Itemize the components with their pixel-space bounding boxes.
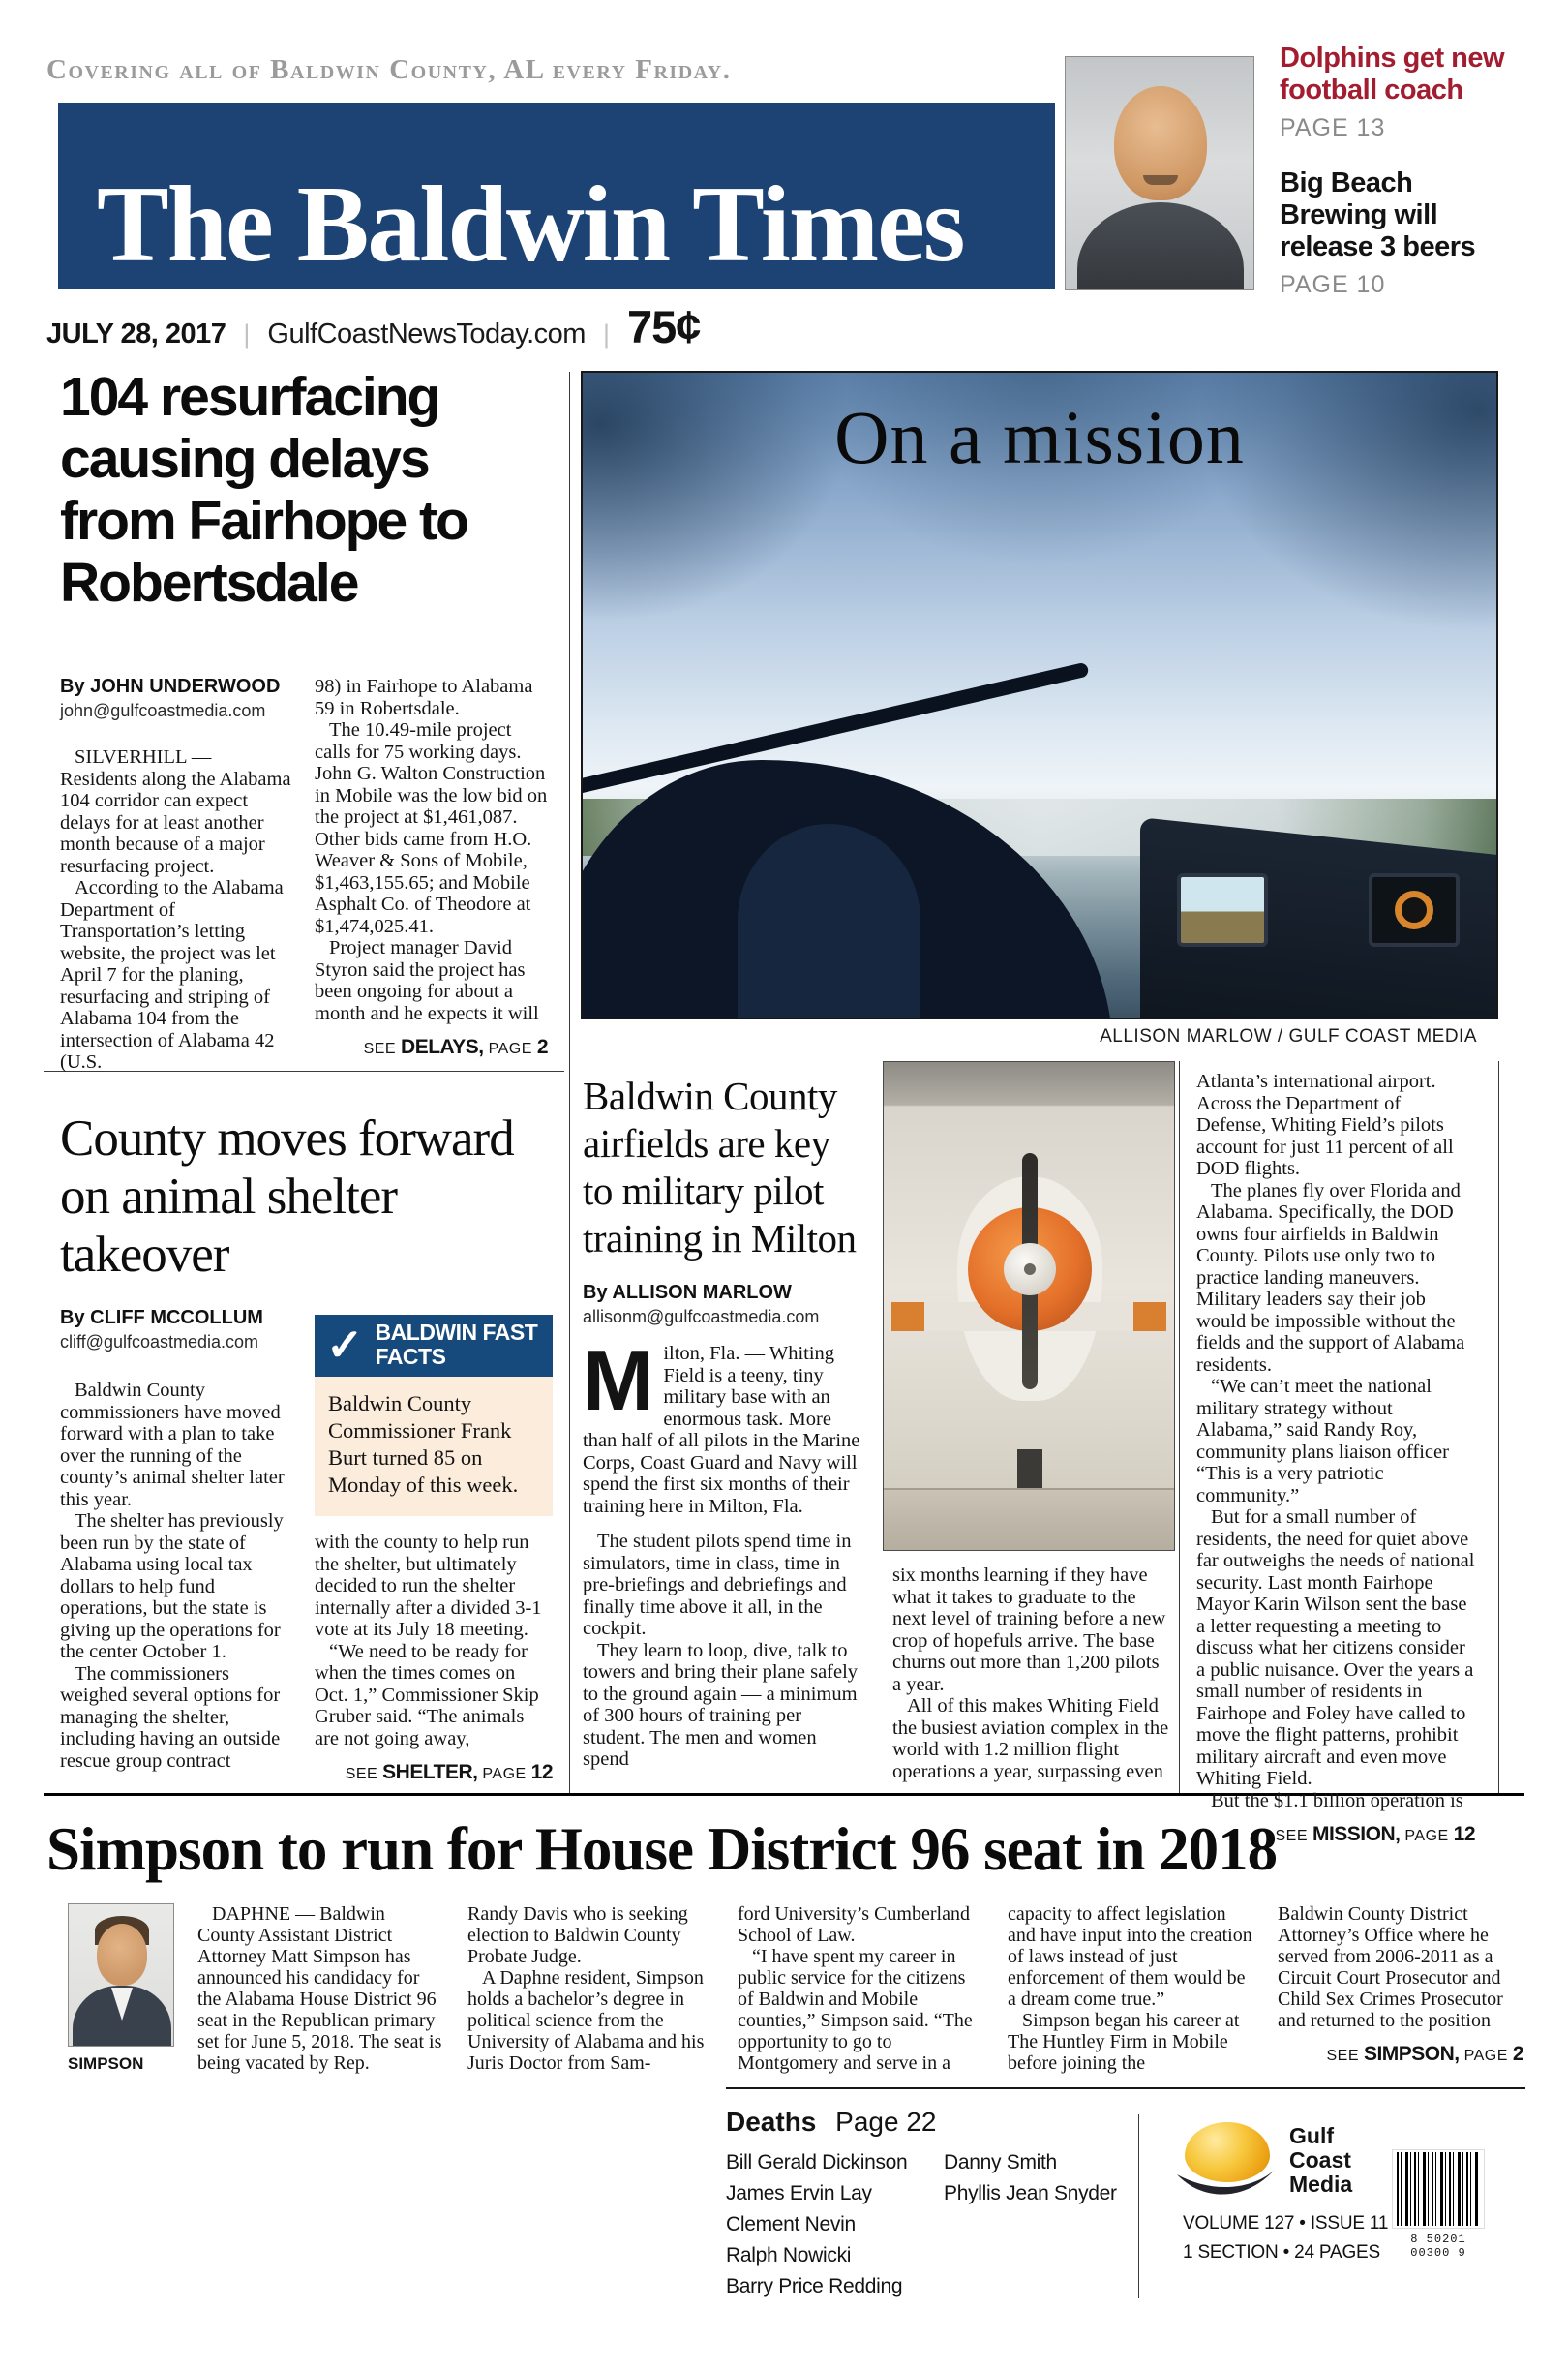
jump-slug: SIMPSON, <box>1363 2043 1460 2065</box>
airfields-paragraphs-1 <box>583 1531 865 1771</box>
airfields-byline: By ALLISON MARLOW <box>583 1282 792 1303</box>
delays-byline-email: john@gulfcoastmedia.com <box>60 701 266 720</box>
gauge-display-shape <box>1369 873 1460 947</box>
deaths-page-ref: Page 22 <box>835 2107 937 2137</box>
death-name: Clement Nevin <box>726 2213 856 2235</box>
promo-list <box>1280 43 1525 324</box>
jump-page: PAGE <box>477 1766 531 1782</box>
newspaper-title: The Baldwin Times <box>97 165 964 285</box>
shelter-jump-line <box>315 1761 553 1784</box>
shelter-byline: By CLIFF MCCOLLUM <box>60 1307 263 1328</box>
paragraph: capacity to affect legislation and have input into the creation of laws instead of just enforcement of them would be a dream come true.” <box>1008 1903 1252 2010</box>
fast-facts-box <box>315 1315 553 1516</box>
paragraph: “We need to be ready for when the times comes on Oct. 1,” Commissioner Skip Gruber said. “The animals are not going away, <box>315 1640 539 1749</box>
headline-simpson: Simpson to run for House District 96 seat in 2018 <box>46 1815 1278 1883</box>
dateline-separator: | <box>243 319 251 349</box>
shelter-col-2 <box>315 1315 553 1784</box>
jump-page: PAGE <box>1459 2048 1513 2064</box>
jump-see: SEE <box>363 1041 402 1057</box>
issue-date: JULY 28, 2017 <box>46 319 226 349</box>
paragraph: with the county to help run the shelter, but ultimately decided to run the shelter internally after a divided 3-1 vote at its July 18 meeting. <box>315 1532 542 1640</box>
fast-facts-header <box>315 1315 553 1377</box>
gauge-ring-shape <box>1395 891 1433 929</box>
column-rule-right <box>1498 1061 1499 1793</box>
paragraph: Baldwin County commissioners have moved forward with a plan to take over the running of the county’s animal shelter later this year. <box>60 1380 285 1510</box>
airfields-paragraphs-3 <box>1196 1071 1475 1811</box>
section-pages: 1 SECTION • 24 PAGES <box>1183 2242 1380 2263</box>
jump-num: 12 <box>530 1761 553 1783</box>
fast-facts-label: BALDWIN FAST FACTS <box>375 1320 538 1369</box>
airfields-paragraphs-2 <box>892 1565 1169 1782</box>
paragraph: “I have spent my career in public service for the citizens of Baldwin and Mobile counties,” Simpson said. “The opportunity to go to Montgomery and serve in a <box>738 1946 973 2074</box>
deaths-names-col-1 <box>726 2151 924 2306</box>
logo-swoosh-icon <box>1173 2169 1278 2203</box>
promo-brewing-page: PAGE 10 <box>1280 271 1386 298</box>
jump-page: PAGE <box>1400 1828 1454 1844</box>
gulf-coast-media-brand <box>1289 2124 1352 2197</box>
delays-col-1 <box>60 676 293 1074</box>
delays-columns <box>60 676 549 1074</box>
column-rule-left <box>569 372 570 1793</box>
simpson-col-3 <box>738 1903 983 2074</box>
airfields-lead-paragraph <box>583 1332 865 1517</box>
delays-byline: By JOHN UNDERWOOD <box>60 676 281 697</box>
paragraph: But for a small number of residents, the need for quiet above far outweighs the needs of national security. Last month Fairhope Mayor Karin Wilson sent the base a letter requesting a meeting to discuss what her citizens consider a public nuisance. Over the years a small number of residents in Fairhope and Foley have called to move the flight patterns, prohibit military aircraft and even move Whiting Field. <box>1196 1506 1475 1789</box>
coach-mustache-shape <box>1143 175 1178 185</box>
airfields-byline-email: allisonm@gulfcoastmedia.com <box>583 1307 820 1326</box>
rule-above-deaths <box>726 2087 1525 2089</box>
coach-photo <box>1065 56 1254 290</box>
jump-num: 2 <box>1512 2043 1523 2065</box>
deaths-header <box>726 2107 936 2138</box>
shelter-byline-email: cliff@gulfcoastmedia.com <box>60 1332 259 1352</box>
paragraph: Simpson began his career at The Huntley Firm in Mobile before joining the <box>1008 2010 1240 2074</box>
deaths-footer-divider <box>1138 2114 1139 2298</box>
paragraph: Project manager David Styron said the project has been ongoing for about a month and he expects it will <box>315 937 539 1024</box>
paragraph: The commissioners weighed several options for managing the shelter, including having an outside rescue group contract <box>60 1662 281 1772</box>
deaths-list <box>726 2151 1132 2306</box>
delays-jump-line <box>315 1036 548 1059</box>
brand-line: Coast <box>1289 2147 1351 2172</box>
simpson-columns <box>197 1903 1525 2074</box>
simpson-photo <box>68 1903 174 2047</box>
dateline <box>46 300 1508 353</box>
brand-line: Gulf <box>1289 2123 1334 2148</box>
paragraph: All of this makes Whiting Field the busiest aviation complex in the world with 1.2 million flight operations a year, surpassing even <box>892 1695 1169 1782</box>
paragraph: SILVERHILL — Residents along the Alabama 104 corridor can expect delays for at least another month because of a major resurfacing project. <box>60 746 291 877</box>
paragraph: According to the Alabama Department of Transportation’s letting website, the project was let April 7 for the planing, resurfacing and striping of Alabama 104 from the intersection of Alabama 42 (U.S. <box>60 877 284 1073</box>
shelter-col-1 <box>60 1307 293 1772</box>
paragraph: The student pilots spend time in simulators, time in class, time in pre-briefings and debriefings and finally time above it all, in the cockpit. <box>583 1531 852 1639</box>
brand-line: Media <box>1289 2172 1353 2197</box>
paragraph: The 10.49-mile project calls for 75 working days. John G. Walton Construction in Mobile was the low bid on the project at $1,461,087. Other bids came from H.O. Weaver & Sons of Mobile, $1,463,155.65; and Mobile Asphalt Co. of Theodore at $1,474,025.41. <box>315 719 548 937</box>
price: 75¢ <box>626 301 701 352</box>
jump-see: SEE <box>345 1766 383 1782</box>
pilot-seat-shape <box>738 824 920 1018</box>
delays-paragraphs-1 <box>60 746 293 1074</box>
simpson-col-1 <box>197 1903 443 2074</box>
paragraph: They learn to loop, dive, talk to towers and bring their plane safely to the ground again — a minimum of 300 hours of training per student. The men and women spend <box>583 1639 859 1770</box>
simpson-col-2 <box>467 1903 713 2074</box>
shelter-paragraphs-2 <box>315 1532 553 1749</box>
masthead-bar <box>58 103 1055 289</box>
promo-brewing: Big Beach Brewing will release 3 beers <box>1280 167 1476 262</box>
website-url: GulfCoastNewsToday.com <box>267 319 586 349</box>
death-name: Phyllis Jean Snyder <box>944 2182 1117 2204</box>
paragraph: DAPHNE — Baldwin County Assistant District Attorney Matt Simpson has announced his candidacy for the Alabama House District 96 seat in the Republican primary set for June 5, 2018. The seat is being vacated by Rep. <box>197 1903 442 2074</box>
paragraph: “We can’t meet the national military strategy without Alabama,” said Randy Roy, community plans liaison officer “This is a very patriotic community.” <box>1196 1376 1449 1506</box>
jump-see: SEE <box>1326 2048 1364 2064</box>
jump-page: PAGE <box>483 1041 537 1057</box>
paragraph: ford University’s Cumberland School of Law. <box>738 1903 970 1946</box>
simpson-head-shape <box>97 1924 147 1986</box>
attitude-display-shape <box>1177 873 1268 947</box>
tagline: Covering all of Baldwin County, AL every Friday. <box>46 54 732 85</box>
jump-num: 2 <box>536 1036 548 1058</box>
jump-num: 12 <box>1453 1823 1475 1845</box>
drop-cap: M <box>583 1332 654 1428</box>
paragraph: The planes fly over Florida and Alabama. Specifically, the DOD owns four airfields in Baldwin County. Pilots use only two to practice landing maneuvers. Military leaders say their job would be impossible without the fields and the support of Alabama residents. <box>1196 1179 1465 1376</box>
simpson-photo-caption: SIMPSON <box>68 2054 144 2073</box>
promo-dolphins: Dolphins get new football coach <box>1280 43 1505 106</box>
death-name: Barry Price Redding <box>726 2275 903 2297</box>
deaths-label: Deaths <box>726 2107 817 2137</box>
volume-issue: VOLUME 127 • ISSUE 11 <box>1183 2213 1389 2233</box>
airfields-col-3 <box>1196 1071 1475 1846</box>
simpson-col-5-paragraphs <box>1278 1903 1523 2031</box>
headline-shelter: County moves forward on animal shelter takeover <box>60 1110 514 1283</box>
spinner-shape <box>1004 1243 1056 1295</box>
paragraph: The shelter has previously been run by the state of Alabama using local tax dollars to help fund operations, but the state is giving up the operations for the center October 1. <box>60 1510 284 1662</box>
paragraph: But the $1.1 billion operation is <box>1211 1789 1463 1811</box>
paragraph: 98) in Fairhope to Alabama 59 in Robertsdale. <box>315 676 533 719</box>
simpson-jump-line <box>1278 2043 1523 2066</box>
coach-shoulders-shape <box>1077 202 1244 290</box>
shelter-paragraphs-1 <box>60 1380 293 1772</box>
barcode-digits: 8 50201 00300 9 <box>1410 2233 1466 2260</box>
fast-facts-text: Baldwin County Commissioner Frank Burt turned 85 on Monday of this week. <box>315 1377 553 1516</box>
headline-delays: 104 resurfacing causing delays from Fairhope to Robertsdale <box>60 366 467 614</box>
photo-feature-title: On a mission <box>834 395 1245 479</box>
paragraph: Baldwin County District Attorney’s Office where he served from 2006-2011 as a Circuit Court Prosecutor and Child Sex Crimes Prosecutor and returned to the position <box>1278 1903 1503 2031</box>
paragraph: A Daphne resident, Simpson holds a bachelor’s degree in political science from the University of Alabama and his Juris Doctor from Sam- <box>467 1967 705 2074</box>
paragraph: six months learning if they have what it takes to graduate to the next level of training before a new crop of hopefuls arrive. The base churns out more than 1,200 pilots a year. <box>892 1565 1166 1695</box>
death-name: Danny Smith <box>944 2151 1057 2173</box>
column-rule-mid <box>1179 1061 1180 1793</box>
simpson-col-5 <box>1278 1903 1523 2074</box>
paragraph: Randy Davis who is seeking election to Baldwin County Probate Judge. <box>467 1903 688 1967</box>
airfields-story <box>583 1073 865 1771</box>
barcode-bars <box>1397 2152 1480 2226</box>
deaths-names-col-2 <box>944 2151 1132 2306</box>
check-icon: ✓ <box>326 1320 364 1370</box>
jump-slug: SHELTER, <box>382 1761 478 1783</box>
mission-photo <box>581 371 1498 1019</box>
death-name: Ralph Nowicki <box>726 2244 852 2266</box>
dateline-separator: | <box>602 319 610 349</box>
death-name: Bill Gerald Dickinson <box>726 2151 908 2173</box>
hangar-floor-shape <box>884 1488 1174 1550</box>
plane-photo <box>883 1061 1175 1551</box>
headline-airfields: Baldwin County airfields are key to military pilot training in Milton <box>583 1074 857 1261</box>
paragraph: Atlanta’s international airport. Across the Department of Defense, Whiting Field’s pilots account for just 11 percent of all DOD flights. <box>1196 1071 1454 1179</box>
jump-slug: MISSION, <box>1312 1823 1401 1845</box>
simpson-col-4 <box>1008 1903 1253 2074</box>
lead-text: ilton, Fla. — Whiting Field is a teeny, tiny military base with an enormous task. More than half of all pilots in the Marine Corps, Coast Guard and Navy will spend the first six months of their training here in Milton, Fla. <box>583 1343 860 1517</box>
barcode <box>1392 2149 1485 2229</box>
jump-see: SEE <box>1275 1828 1312 1844</box>
jump-slug: DELAYS, <box>401 1036 484 1058</box>
death-name: James Ervin Lay <box>726 2182 872 2204</box>
delays-paragraphs-2 <box>315 676 548 1024</box>
promo-dolphins-page: PAGE 13 <box>1280 114 1386 141</box>
photo-credit: ALLISON MARLOW / GULF COAST MEDIA <box>1100 1026 1477 1047</box>
delays-col-2 <box>315 676 548 1074</box>
